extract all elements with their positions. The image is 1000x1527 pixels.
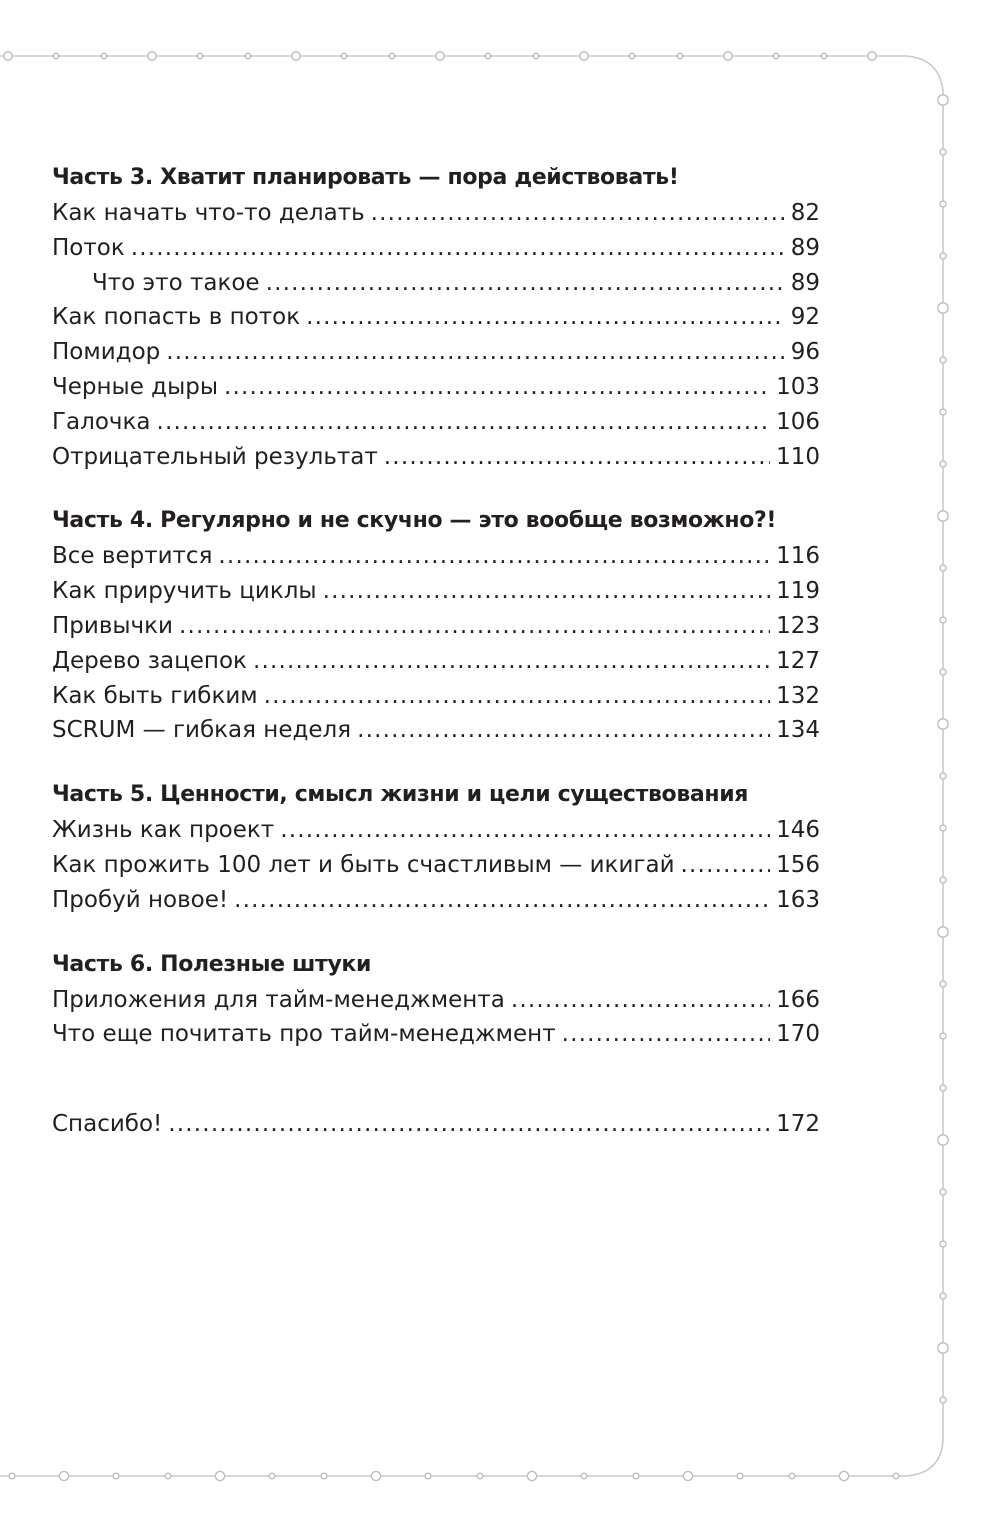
toc-entry-closing[interactable] [52,1107,820,1142]
bead-ornament [724,52,732,60]
bead-ornament [292,52,300,60]
page-number: 116 [776,543,820,570]
entry-title: Что еще почитать про тайм-менеджмент [52,1021,556,1048]
toc-entry[interactable] [52,883,820,918]
bead-ornament [581,1473,587,1479]
entry-title: Что это такое [92,269,260,296]
page-number: 89 [790,234,820,261]
bead-ornament [4,52,12,60]
bead-ornament [321,1473,327,1479]
toc-section-part-5 [52,777,820,917]
entry-title: Как быть гибким [52,682,258,709]
bead-ornament [940,253,946,259]
page-number: 146 [776,817,820,844]
bead-ornament [940,1189,946,1195]
bead-ornament [938,719,948,729]
toc-entry[interactable] [52,813,820,848]
page-number: 110 [776,443,820,470]
toc-entry[interactable] [52,300,820,335]
dot-leader [253,644,770,679]
bead-ornament [839,1471,848,1480]
bead-ornament [940,981,946,987]
page-number: 123 [776,612,820,639]
entry-title: Отрицательный результат [52,443,378,470]
bead-ornament [940,825,946,831]
table-of-contents [52,160,820,1142]
entry-title: Привычки [52,612,173,639]
bead-ornament [215,1471,224,1480]
bead-ornament [269,1473,275,1479]
toc-section-part-6 [52,947,820,1053]
bead-ornament [527,1471,536,1480]
entry-title: Все вертится [52,543,213,570]
dot-leader [131,231,785,266]
entry-title: Как прожить 100 лет и быть счастливым — икигай [52,851,675,878]
bead-ornament [938,303,948,313]
dot-leader [156,405,770,440]
dot-leader [168,1107,770,1142]
bead-ornament [940,201,946,207]
bead-ornament [940,357,946,363]
entry-title: Галочка [52,408,151,435]
bead-ornament [677,53,683,59]
bead-ornament [940,1085,946,1091]
bead-ornament [868,52,876,60]
toc-subentry[interactable] [52,266,820,301]
bead-ornament [940,1397,946,1403]
dot-leader [681,848,771,883]
bead-ornament [113,1473,119,1479]
toc-entry[interactable] [52,848,820,883]
bead-ornament [940,565,946,571]
dot-leader [511,983,770,1018]
bead-ornament [940,461,946,467]
page-number: 82 [790,200,820,226]
bead-ornament [533,53,539,59]
bead-ornament [629,53,635,59]
bead-ornament [633,1473,639,1479]
dot-leader [357,713,770,748]
toc-entry[interactable] [52,231,820,266]
page-number: 92 [790,304,820,331]
dot-leader [266,266,785,301]
dot-leader [234,883,770,918]
bead-ornament [940,409,946,415]
toc-entry[interactable] [52,713,820,748]
bead-ornament [938,1135,948,1145]
toc-entry[interactable] [52,679,820,714]
dot-leader [179,609,770,644]
dot-leader [384,440,770,475]
toc-section-part-4 [52,503,820,748]
toc-entry[interactable] [52,440,820,475]
page-number: 172 [776,1111,820,1138]
toc-entry[interactable] [52,539,820,574]
bead-ornament [683,1471,692,1480]
page-number: 96 [790,339,820,366]
toc-entry[interactable] [52,370,820,405]
toc-entry[interactable] [52,644,820,679]
bead-ornament [477,1473,483,1479]
entry-title: Помидор [52,339,161,366]
toc-entry[interactable] [52,335,820,370]
bead-ornament [789,1473,795,1479]
bead-ornament [938,927,948,937]
bead-ornament [940,1241,946,1247]
toc-entry[interactable] [52,983,820,1018]
page-number: 163 [776,886,820,913]
section-heading: Часть 4. Регулярно и не скучно — это вообще возможно?! [52,508,777,534]
section-heading: Часть 5. Ценности, смысл жизни и цели существования [52,782,749,808]
bead-ornament [938,95,948,105]
toc-entry[interactable] [52,1017,820,1052]
page-number: 134 [776,717,820,744]
bead-ornament [940,1033,946,1039]
dot-leader [371,196,785,231]
bead-ornament [436,52,444,60]
entry-title: Приложения для тайм-менеджмента [52,986,505,1013]
bead-ornament [940,617,946,623]
page-number: 103 [776,373,820,400]
bead-ornament [821,53,827,59]
section-heading: Часть 3. Хватит планировать — пора действовать! [52,165,679,190]
page-number: 89 [790,269,820,296]
toc-entry[interactable] [52,196,820,231]
bead-ornament [580,52,588,60]
dot-leader [166,335,784,370]
entry-title: Как начать что-то делать [52,200,365,226]
page-number: 127 [776,647,820,674]
bead-ornament [197,53,203,59]
spacer [52,1081,820,1107]
entry-title: Как приручить циклы [52,578,317,605]
entry-title: Поток [52,234,125,261]
dot-leader [306,300,785,335]
page-number: 106 [776,408,820,435]
page-number: 119 [776,578,820,605]
toc-section-part-3 [52,160,820,474]
page-number: 170 [776,1021,820,1048]
bead-ornament [938,511,948,521]
toc-entry[interactable] [52,574,820,609]
bead-ornament [940,1293,946,1299]
bead-ornament [940,877,946,883]
bead-ornament [425,1473,431,1479]
page-number: 132 [776,682,820,709]
bead-ornament [341,53,347,59]
bead-ornament [938,1343,948,1353]
bead-ornament [389,53,395,59]
entry-title: Жизнь как проект [52,817,275,844]
bead-ornament [101,53,107,59]
entry-title: Дерево зацепок [52,647,247,674]
entry-title: Черные дыры [52,373,218,400]
bead-ornament [485,53,491,59]
bead-ornament [59,1471,68,1480]
bead-ornament [371,1471,380,1480]
dot-leader [264,679,770,714]
toc-entry[interactable] [52,405,820,440]
toc-entry[interactable] [52,609,820,644]
bead-ornament [940,773,946,779]
dot-leader [280,813,770,848]
entry-title: SCRUM — гибкая неделя [52,717,352,744]
bead-ornament [165,1473,171,1479]
bead-ornament [148,52,156,60]
page-number: 156 [776,851,820,878]
bead-ornament [940,149,946,155]
bead-ornament [940,669,946,675]
entry-title: Пробуй новое! [52,886,229,913]
dot-leader [323,574,771,609]
bead-ornament [245,53,251,59]
bead-ornament [893,1473,899,1479]
bead-ornament [9,1473,15,1479]
dot-leader [224,370,770,405]
bead-ornament [53,53,59,59]
dot-leader [562,1017,771,1052]
bead-ornament [737,1473,743,1479]
entry-title: Спасибо! [52,1111,163,1138]
dot-leader [218,539,770,574]
entry-title: Как попасть в поток [52,304,301,331]
page-number: 166 [776,986,820,1013]
section-heading: Часть 6. Полезные штуки [52,951,372,977]
bead-ornament [773,53,779,59]
